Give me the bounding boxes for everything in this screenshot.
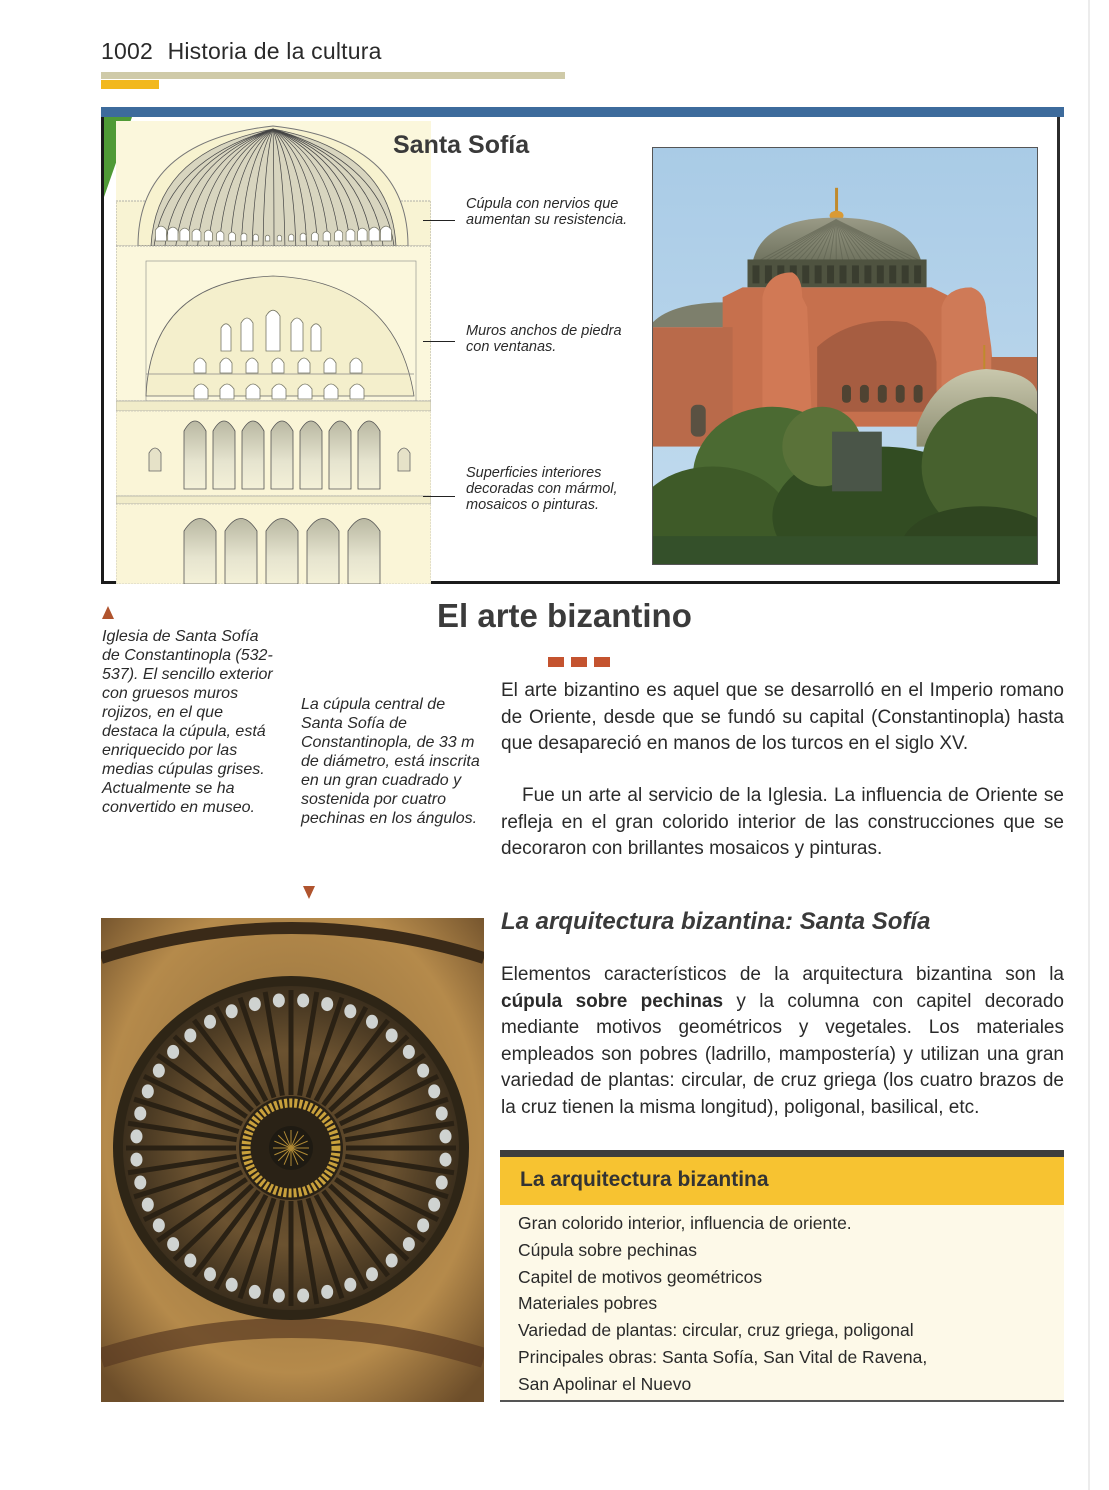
clerestory-window <box>324 358 336 373</box>
callout-walls: Muros anchos de piedra con ventanas. <box>466 323 622 355</box>
gallery-arch <box>271 421 293 489</box>
interior-window <box>366 1015 378 1029</box>
clerestory-window <box>350 384 364 399</box>
ground-arch <box>348 519 380 585</box>
interior-window <box>297 1289 309 1303</box>
gallery-arch <box>242 421 264 489</box>
interior-window <box>344 1278 356 1292</box>
dome-window <box>217 231 224 241</box>
clerestory-window <box>272 384 286 399</box>
dome-window <box>265 235 269 241</box>
interior-window <box>417 1064 429 1078</box>
clerestory-window <box>350 358 362 373</box>
interior-window <box>184 1254 196 1268</box>
interior-window <box>153 1218 165 1232</box>
clerestory-window <box>194 384 208 399</box>
interior-window <box>403 1237 415 1251</box>
summary-box <box>500 1150 1064 1402</box>
dome-window <box>358 228 368 241</box>
dome-window <box>312 232 319 241</box>
dome-window <box>289 234 294 241</box>
dome-window <box>180 228 190 241</box>
interior-window <box>249 1285 261 1299</box>
interior-window <box>226 1004 238 1018</box>
interior-window <box>273 1289 285 1303</box>
figure-top-bar <box>101 107 1064 117</box>
ground-arcade <box>184 519 380 585</box>
page-number: 1002 <box>101 38 153 64</box>
intro-paragraph: Fue un arte al servicio de la Iglesia. La influencia de Oriente se refleja en el gran colorido interior de las construcciones que se decoraron con brillantes mosaicos y pinturas. <box>501 785 1064 859</box>
title-ornament <box>548 654 617 672</box>
dome-window <box>300 233 306 241</box>
section-heading: La arquitectura bizantina: Santa Sofía <box>501 908 931 935</box>
callout-leader-line <box>423 220 455 221</box>
dome-window <box>369 227 379 241</box>
figure-box <box>101 107 1064 587</box>
arch-window <box>878 385 887 403</box>
clerestory-window <box>220 358 232 373</box>
dome-window <box>277 235 281 241</box>
interior-window <box>440 1129 452 1143</box>
clerestory-window <box>266 310 280 351</box>
running-title: Historia de la cultura <box>167 38 382 64</box>
dome-window <box>381 226 392 241</box>
drum-buttress <box>827 265 834 283</box>
drum-buttress <box>902 265 909 283</box>
gallery-arch <box>184 421 206 489</box>
summary-item: Cúpula sobre pechinas <box>518 1239 698 1260</box>
santa-sofia-exterior-photo <box>652 147 1038 565</box>
summary-item: San Apolinar el Nuevo <box>518 1373 692 1394</box>
ground-arch <box>307 519 339 585</box>
medallion-rays <box>273 1130 309 1166</box>
drum-buttress <box>877 265 884 283</box>
arch-window <box>896 385 905 403</box>
ornament-square-icon <box>548 657 564 667</box>
interior-window <box>204 1015 216 1029</box>
gallery-arch <box>329 421 351 489</box>
interior-window <box>436 1106 448 1120</box>
clerestory-window <box>246 384 260 399</box>
summary-top-bar <box>500 1150 1064 1157</box>
clerestory-window <box>298 384 312 399</box>
interior-window <box>366 1267 378 1281</box>
summary-item: Gran colorido interior, influencia de oriente. <box>518 1213 852 1233</box>
summary-item: Variedad de plantas: circular, cruz griega, poligonal <box>518 1320 914 1341</box>
page-edge-shadow <box>1088 0 1090 1490</box>
summary-header <box>500 1157 1064 1205</box>
interior-window <box>403 1045 415 1059</box>
interior-window <box>134 1176 146 1190</box>
santa-sofia-cross-section-diagram <box>116 121 431 584</box>
interior-window <box>167 1045 179 1059</box>
clerestory-window <box>298 358 310 373</box>
summary-title: La arquitectura bizantina <box>520 1168 769 1191</box>
dome-window <box>204 230 212 241</box>
callout-interiors: Superficies interiores decoradas con mármol, mosaicos o pinturas. <box>466 465 618 513</box>
clerestory-window <box>194 358 206 373</box>
clerestory-window <box>246 358 258 373</box>
arch-window <box>842 385 851 403</box>
dome-window <box>168 227 178 241</box>
dome-window <box>346 229 355 241</box>
interior-window <box>428 1198 440 1212</box>
figure-title: Santa Sofía <box>393 131 530 159</box>
interior-window <box>386 1028 398 1042</box>
callout-leader-line <box>423 341 455 342</box>
drum-buttress <box>914 265 921 283</box>
summary-bottom-rule <box>500 1400 1064 1402</box>
paragraph-rest: y la columna con capitel decorado mediante motivos geométricos y vegetales. Los materiales empleados son pobres (ladrillo, mampostería) y utilizan una gran variedad de plantas: circular, de cruz griega (los cuatro brazos de la cruz tienen la misma longitud), poligonal, basilical, etc. <box>501 990 1064 1118</box>
clerestory-window <box>311 324 321 351</box>
gallery-arch <box>358 421 380 489</box>
interior-window <box>440 1153 452 1167</box>
drum-buttress <box>889 265 896 283</box>
hagia-sophia-dome-interior-photo <box>101 918 484 1402</box>
clerestory-window <box>221 324 231 351</box>
ground-arch <box>225 519 257 585</box>
dome-window <box>241 233 247 241</box>
dome-window <box>335 230 343 241</box>
clerestory-window <box>220 384 234 399</box>
dome-window <box>192 229 201 241</box>
clerestory-window <box>272 358 284 373</box>
section-paragraph <box>501 962 1064 1121</box>
interior-window <box>428 1084 440 1098</box>
interior-window <box>184 1028 196 1042</box>
drum-buttress <box>802 265 809 283</box>
interior-window <box>436 1176 448 1190</box>
dome-window <box>253 234 258 241</box>
interior-window <box>204 1267 216 1281</box>
caption-exterior: Iglesia de Santa Sofía de Constantinopla (532-537). El sencillo exterior con gruesos muros rojizos, en el que destaca la cúpula, está enriquecido por las medias cúpulas grises. Actualmente se ha convertido en museo. <box>102 628 273 816</box>
interior-window <box>321 997 333 1011</box>
drum-buttress <box>840 265 847 283</box>
summary-item: Capitel de motivos geométricos <box>518 1266 763 1287</box>
dome-window <box>156 226 167 241</box>
interior-window <box>386 1254 398 1268</box>
interior-window <box>273 993 285 1007</box>
triangle-down-icon <box>303 886 315 899</box>
triangle-up-icon <box>102 606 114 619</box>
drum-buttress <box>864 265 871 283</box>
ground-arch <box>266 519 298 585</box>
interior-window <box>321 1285 333 1299</box>
header-accent-bar <box>101 80 159 89</box>
clerestory-window <box>291 318 303 351</box>
interior-window <box>344 1004 356 1018</box>
drum-buttress <box>752 265 759 283</box>
summary-body <box>500 1205 1064 1400</box>
dome-window <box>323 231 330 241</box>
summary-list <box>518 1210 927 1398</box>
gallery-arcade <box>149 421 410 489</box>
interior-window <box>130 1129 142 1143</box>
interior-window <box>249 997 261 1011</box>
ground-arch <box>184 519 216 585</box>
clerestory-window <box>324 384 338 399</box>
ornament-square-icon <box>594 657 610 667</box>
arch-window <box>914 385 923 403</box>
interior-window <box>226 1278 238 1292</box>
caption-dome-interior: La cúpula central de Santa Sofía de Constantinopla, de 33 m de diámetro, está inscrita en un gran cuadrado y sostenida por cuatro pechinas en los ángulos. <box>301 696 480 827</box>
page-header <box>101 38 382 65</box>
gallery-arch <box>213 421 235 489</box>
header-rule <box>101 72 565 79</box>
side-window <box>149 448 161 471</box>
paragraph-key-term: cúpula sobre pechinas <box>501 990 724 1012</box>
callout-dome: Cúpula con nervios que aumentan su resistencia. <box>466 196 628 228</box>
interior-window <box>142 1198 154 1212</box>
drum-buttress <box>852 265 859 283</box>
dome-window <box>229 232 236 241</box>
paragraph-lead: Elementos característicos de la arquitectura bizantina son la <box>501 964 1064 985</box>
ornament-square-icon <box>571 657 587 667</box>
interior-window <box>134 1106 146 1120</box>
drum-buttress <box>815 265 822 283</box>
interior-window <box>167 1237 179 1251</box>
interior-window <box>417 1218 429 1232</box>
interior-window <box>142 1084 154 1098</box>
callout-leader-line <box>423 496 455 497</box>
article-title: El arte bizantino <box>437 597 692 634</box>
summary-item: Materiales pobres <box>518 1293 658 1314</box>
interior-window <box>130 1153 142 1167</box>
intro-paragraph: El arte bizantino es aquel que se desarrolló en el Imperio romano de Oriente, desde que se fundó su capital (Constantinopla) hasta que desapareció en manos de los turcos en el siglo XV. <box>501 680 1064 754</box>
interior-window <box>153 1064 165 1078</box>
interior-window <box>297 993 309 1007</box>
arch-window <box>860 385 869 403</box>
gallery-arch <box>300 421 322 489</box>
side-window <box>398 448 410 471</box>
clerestory-window <box>241 318 253 351</box>
summary-item: Principales obras: Santa Sofía, San Vital de Ravena, <box>518 1346 928 1367</box>
